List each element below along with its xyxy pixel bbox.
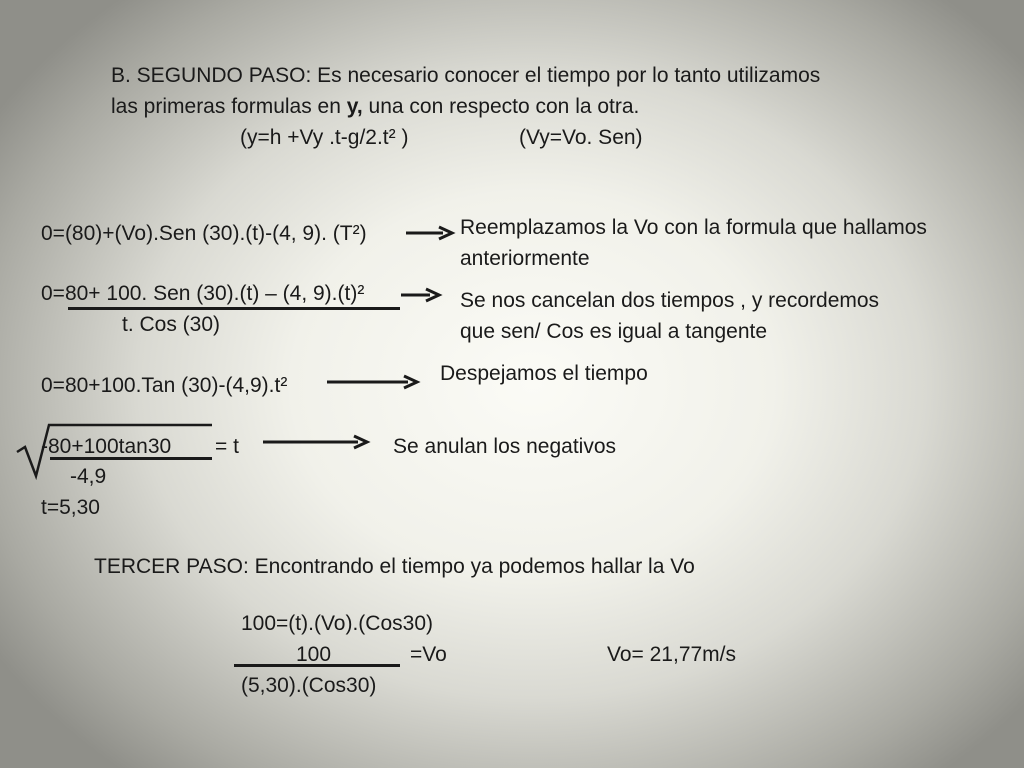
step-two-line2-bold: y, xyxy=(346,95,363,118)
note-2-line-2: que sen/ Cos es igual a tangente xyxy=(460,320,768,343)
equation-4-equals: = t xyxy=(215,435,239,458)
vo-fraction-numerator: 100 xyxy=(296,643,332,666)
equation-2-numerator: 0=80+ 100. Sen (30).(t) – (4, 9).(t)² xyxy=(41,282,365,305)
vo-result: Vo= 21,77m/s xyxy=(607,643,737,666)
step-two-line2-end: una con respecto con la otra. xyxy=(362,95,640,118)
note-1-line-1: Reemplazamos la Vo con la formula que hallamos xyxy=(460,216,927,239)
arrow-right-icon xyxy=(326,374,421,390)
note-3: Despejamos el tiempo xyxy=(440,362,648,385)
equation-1: 0=(80)+(Vo).Sen (30).(t)-(4, 9). (T²) xyxy=(41,222,367,245)
arrow-right-icon xyxy=(405,225,455,241)
equation-2-denominator: t. Cos (30) xyxy=(122,313,221,336)
arrow-right-icon xyxy=(400,287,450,303)
vo-fraction-equals: =Vo xyxy=(410,643,447,666)
arrow-right-icon xyxy=(262,434,372,450)
note-2-line-1: Se nos cancelan dos tiempos , y recordemos xyxy=(460,289,880,312)
equation-3: 0=80+100.Tan (30)-(4,9).t² xyxy=(41,374,288,397)
note-4: Se anulan los negativos xyxy=(393,435,616,458)
formula-vy: (Vy=Vo. Sen) xyxy=(519,126,643,149)
fraction-bar xyxy=(234,664,400,667)
step-two-line2 xyxy=(111,91,639,122)
vo-fraction-denominator: (5,30).(Cos30) xyxy=(241,674,377,697)
note-1-line-2: anteriormente xyxy=(460,247,590,270)
equation-4-denominator: -4,9 xyxy=(70,465,107,488)
fraction-bar xyxy=(50,457,212,460)
step-two-heading: B. SEGUNDO PASO: Es necesario conocer el tiempo por lo tanto utilizamos xyxy=(111,64,821,87)
vo-equation: 100=(t).(Vo).(Cos30) xyxy=(241,612,433,635)
time-result: t=5,30 xyxy=(41,496,100,519)
step-three-heading: TERCER PASO: Encontrando el tiempo ya podemos hallar la Vo xyxy=(94,555,695,578)
step-two-line2-start: las primeras formulas en xyxy=(111,95,347,118)
formula-y: (y=h +Vy .t-g/2.t² ) xyxy=(240,126,409,149)
fraction-bar xyxy=(68,307,400,310)
equation-4-numerator: -80+100tan30 xyxy=(41,435,172,458)
